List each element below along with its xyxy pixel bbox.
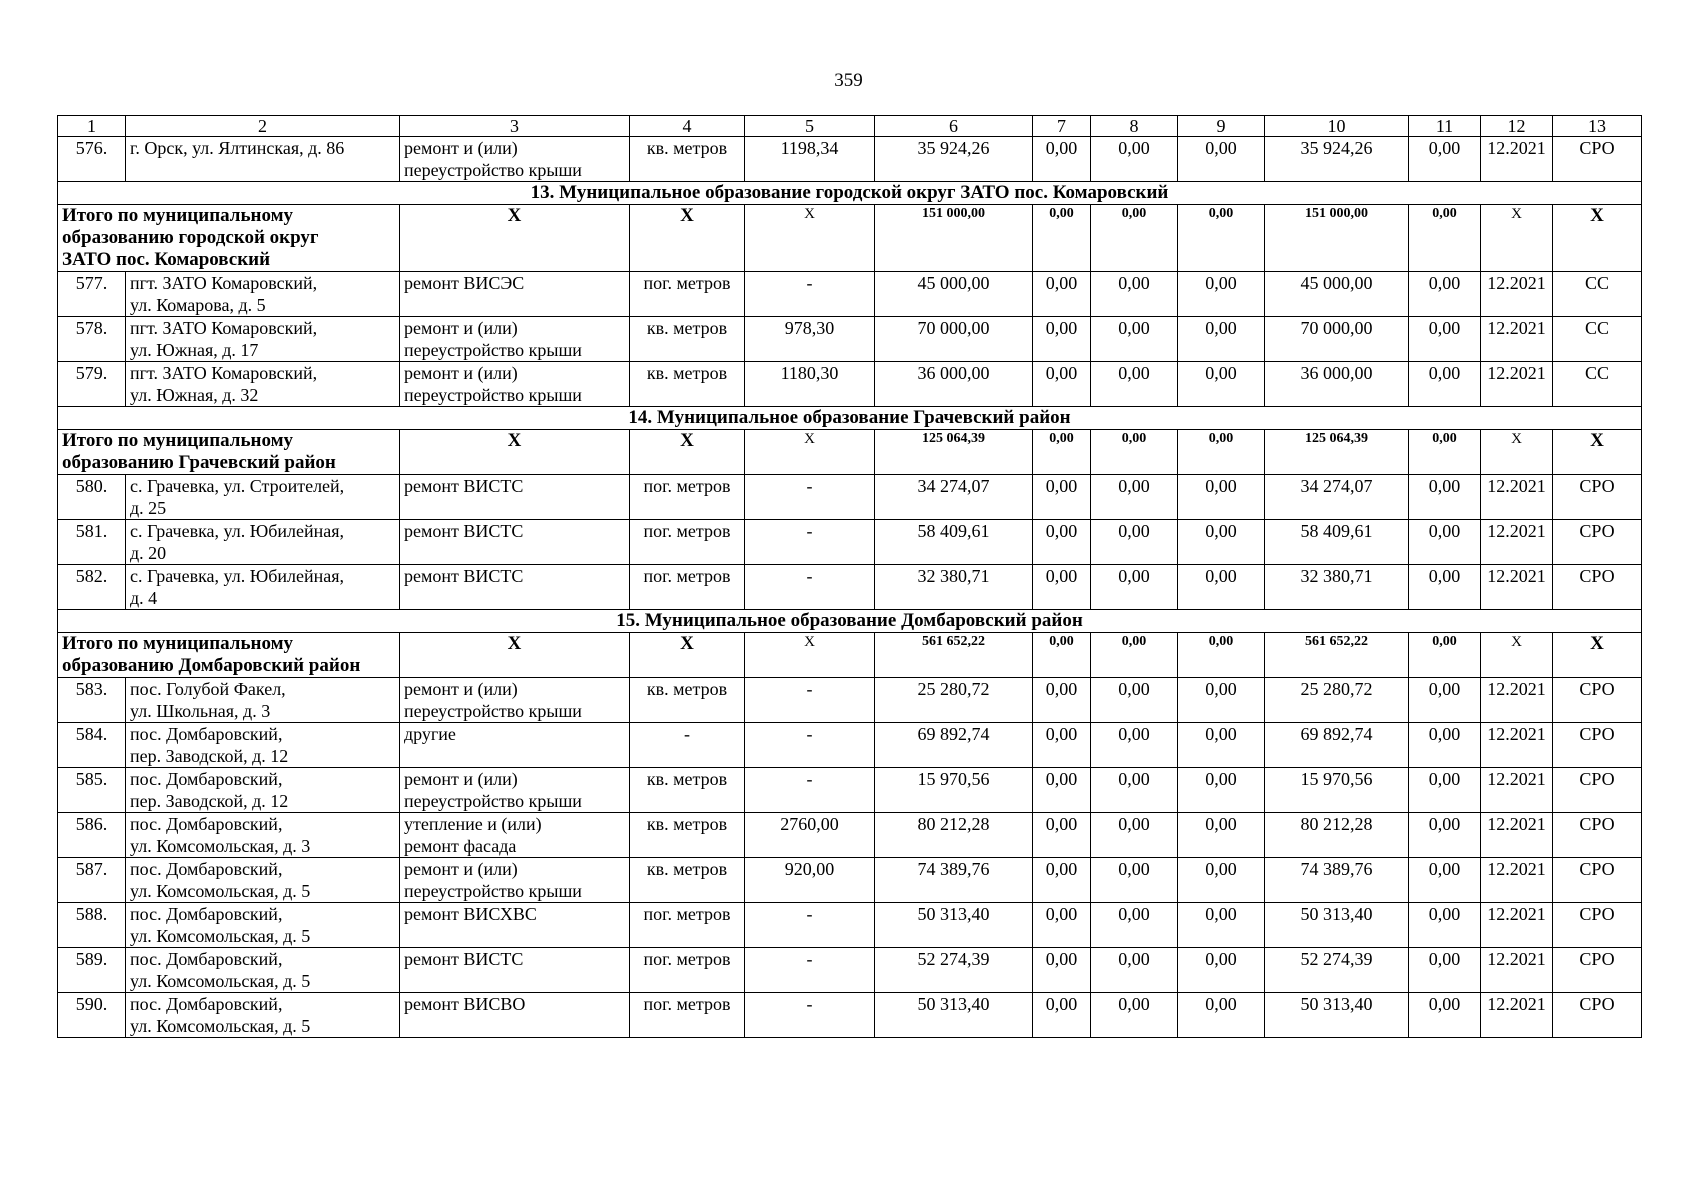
unit-cell: пог. метров: [630, 565, 745, 610]
method-cell: СРО: [1553, 813, 1642, 858]
total-cost-cell: 80 212,28: [875, 813, 1033, 858]
column-number-9: 9: [1178, 116, 1265, 137]
unit-cell: Х: [630, 205, 745, 272]
col11-cell: 0,00: [1409, 272, 1481, 317]
col11-cell: 0,00: [1409, 205, 1481, 272]
work-type-cell: утепление и (или) ремонт фасада: [400, 813, 630, 858]
row-number: 578.: [58, 317, 126, 362]
total-cost-cell: 25 280,72: [875, 678, 1033, 723]
subtotal-label: Итого по муниципальному образованию Грачевский район: [58, 430, 400, 475]
col11-cell: 0,00: [1409, 430, 1481, 475]
method-cell: СРО: [1553, 948, 1642, 993]
method-cell: СРО: [1553, 520, 1642, 565]
area-cell: -: [745, 768, 875, 813]
col9-cell: 0,00: [1178, 768, 1265, 813]
table-row: [58, 723, 1642, 768]
address-cell: пос. Домбаровский, ул. Комсомольская, д. 5: [126, 858, 400, 903]
col8-cell: 0,00: [1091, 633, 1178, 678]
col8-cell: 0,00: [1091, 205, 1178, 272]
table-row: [58, 475, 1642, 520]
total-cost-cell: 125 064,39: [875, 430, 1033, 475]
table-row: [58, 520, 1642, 565]
unit-cell: пог. метров: [630, 520, 745, 565]
table-row: [58, 137, 1642, 182]
method-cell: СРО: [1553, 678, 1642, 723]
col10-cell: 32 380,71: [1265, 565, 1409, 610]
work-type-cell: ремонт и (или) переустройство крыши: [400, 858, 630, 903]
deadline-cell: 12.2021: [1481, 993, 1553, 1038]
col9-cell: 0,00: [1178, 903, 1265, 948]
table-row: [58, 903, 1642, 948]
row-number: 590.: [58, 993, 126, 1038]
row-number: 584.: [58, 723, 126, 768]
col9-cell: 0,00: [1178, 678, 1265, 723]
address-cell: пос. Домбаровский, пер. Заводской, д. 12: [126, 723, 400, 768]
unit-cell: Х: [630, 633, 745, 678]
subtotal-row: [58, 430, 1642, 475]
col9-cell: 0,00: [1178, 813, 1265, 858]
table-row: [58, 993, 1642, 1038]
work-type-cell: ремонт ВИСТС: [400, 520, 630, 565]
total-cost-cell: 45 000,00: [875, 272, 1033, 317]
address-cell: г. Орск, ул. Ялтинская, д. 86: [126, 137, 400, 182]
capital-repair-table: [57, 115, 1642, 1038]
col9-cell: 0,00: [1178, 272, 1265, 317]
unit-cell: кв. метров: [630, 768, 745, 813]
row-number: 585.: [58, 768, 126, 813]
row-number: 583.: [58, 678, 126, 723]
table-row: [58, 272, 1642, 317]
col7-cell: 0,00: [1033, 948, 1091, 993]
col8-cell: 0,00: [1091, 520, 1178, 565]
work-type-cell: ремонт ВИСТС: [400, 475, 630, 520]
method-cell: СС: [1553, 362, 1642, 407]
col8-cell: 0,00: [1091, 565, 1178, 610]
col9-cell: 0,00: [1178, 993, 1265, 1038]
work-type-cell: ремонт ВИСТС: [400, 948, 630, 993]
col11-cell: 0,00: [1409, 137, 1481, 182]
subtotal-row: [58, 633, 1642, 678]
table-row: [58, 813, 1642, 858]
col9-cell: 0,00: [1178, 565, 1265, 610]
area-cell: Х: [745, 205, 875, 272]
column-number-8: 8: [1091, 116, 1178, 137]
deadline-cell: 12.2021: [1481, 362, 1553, 407]
work-type-cell: ремонт ВИСЭС: [400, 272, 630, 317]
col10-cell: 25 280,72: [1265, 678, 1409, 723]
work-type-cell: Х: [400, 205, 630, 272]
col8-cell: 0,00: [1091, 272, 1178, 317]
unit-cell: кв. метров: [630, 678, 745, 723]
col11-cell: 0,00: [1409, 903, 1481, 948]
total-cost-cell: 32 380,71: [875, 565, 1033, 610]
col11-cell: 0,00: [1409, 317, 1481, 362]
col11-cell: 0,00: [1409, 362, 1481, 407]
row-number: 586.: [58, 813, 126, 858]
col9-cell: 0,00: [1178, 948, 1265, 993]
col7-cell: 0,00: [1033, 475, 1091, 520]
col7-cell: 0,00: [1033, 813, 1091, 858]
work-type-cell: ремонт и (или) переустройство крыши: [400, 678, 630, 723]
unit-cell: пог. метров: [630, 475, 745, 520]
total-cost-cell: 35 924,26: [875, 137, 1033, 182]
column-number-4: 4: [630, 116, 745, 137]
area-cell: 920,00: [745, 858, 875, 903]
col10-cell: 69 892,74: [1265, 723, 1409, 768]
col8-cell: 0,00: [1091, 678, 1178, 723]
column-number-3: 3: [400, 116, 630, 137]
col10-cell: 45 000,00: [1265, 272, 1409, 317]
unit-cell: пог. метров: [630, 272, 745, 317]
method-cell: СРО: [1553, 565, 1642, 610]
area-cell: 978,30: [745, 317, 875, 362]
unit-cell: пог. метров: [630, 993, 745, 1038]
table-row: [58, 317, 1642, 362]
col10-cell: 35 924,26: [1265, 137, 1409, 182]
col11-cell: 0,00: [1409, 993, 1481, 1038]
work-type-cell: ремонт ВИСВО: [400, 993, 630, 1038]
total-cost-cell: 561 652,22: [875, 633, 1033, 678]
col7-cell: 0,00: [1033, 565, 1091, 610]
work-type-cell: Х: [400, 633, 630, 678]
col7-cell: 0,00: [1033, 993, 1091, 1038]
column-number-1: 1: [58, 116, 126, 137]
method-cell: СРО: [1553, 475, 1642, 520]
col8-cell: 0,00: [1091, 858, 1178, 903]
col9-cell: 0,00: [1178, 633, 1265, 678]
col7-cell: 0,00: [1033, 362, 1091, 407]
unit-cell: пог. метров: [630, 903, 745, 948]
work-type-cell: Х: [400, 430, 630, 475]
col8-cell: 0,00: [1091, 317, 1178, 362]
row-number: 581.: [58, 520, 126, 565]
total-cost-cell: 50 313,40: [875, 903, 1033, 948]
address-cell: пос. Домбаровский, ул. Комсомольская, д. 5: [126, 948, 400, 993]
col8-cell: 0,00: [1091, 723, 1178, 768]
work-type-cell: ремонт и (или) переустройство крыши: [400, 768, 630, 813]
col11-cell: 0,00: [1409, 768, 1481, 813]
col11-cell: 0,00: [1409, 475, 1481, 520]
work-type-cell: другие: [400, 723, 630, 768]
method-cell: СРО: [1553, 768, 1642, 813]
table-body: [58, 116, 1642, 1038]
unit-cell: -: [630, 723, 745, 768]
address-cell: пос. Голубой Факел, ул. Школьная, д. 3: [126, 678, 400, 723]
col7-cell: 0,00: [1033, 520, 1091, 565]
total-cost-cell: 36 000,00: [875, 362, 1033, 407]
col8-cell: 0,00: [1091, 137, 1178, 182]
area-cell: Х: [745, 633, 875, 678]
method-cell: СС: [1553, 272, 1642, 317]
table-row: [58, 678, 1642, 723]
row-number: 576.: [58, 137, 126, 182]
address-cell: пос. Домбаровский, ул. Комсомольская, д. 3: [126, 813, 400, 858]
row-number: 577.: [58, 272, 126, 317]
col7-cell: 0,00: [1033, 317, 1091, 362]
section-title: 15. Муниципальное образование Домбаровский район: [58, 610, 1642, 633]
col11-cell: 0,00: [1409, 723, 1481, 768]
unit-cell: кв. метров: [630, 317, 745, 362]
col7-cell: 0,00: [1033, 205, 1091, 272]
total-cost-cell: 52 274,39: [875, 948, 1033, 993]
total-cost-cell: 74 389,76: [875, 858, 1033, 903]
area-cell: Х: [745, 430, 875, 475]
method-cell: Х: [1553, 430, 1642, 475]
col9-cell: 0,00: [1178, 430, 1265, 475]
total-cost-cell: 58 409,61: [875, 520, 1033, 565]
table-row: [58, 948, 1642, 993]
work-type-cell: ремонт ВИСХВС: [400, 903, 630, 948]
col10-cell: 70 000,00: [1265, 317, 1409, 362]
col10-cell: 50 313,40: [1265, 993, 1409, 1038]
column-number-12: 12: [1481, 116, 1553, 137]
work-type-cell: ремонт ВИСТС: [400, 565, 630, 610]
area-cell: -: [745, 475, 875, 520]
row-number: 589.: [58, 948, 126, 993]
section-header-row: [58, 182, 1642, 205]
col11-cell: 0,00: [1409, 520, 1481, 565]
address-cell: пос. Домбаровский, ул. Комсомольская, д. 5: [126, 993, 400, 1038]
col11-cell: 0,00: [1409, 858, 1481, 903]
area-cell: -: [745, 520, 875, 565]
table-row: [58, 858, 1642, 903]
method-cell: СРО: [1553, 858, 1642, 903]
total-cost-cell: 15 970,56: [875, 768, 1033, 813]
unit-cell: кв. метров: [630, 362, 745, 407]
deadline-cell: 12.2021: [1481, 137, 1553, 182]
address-cell: с. Грачевка, ул. Юбилейная, д. 4: [126, 565, 400, 610]
address-cell: пгт. ЗАТО Комаровский, ул. Южная, д. 17: [126, 317, 400, 362]
col8-cell: 0,00: [1091, 813, 1178, 858]
col10-cell: 34 274,07: [1265, 475, 1409, 520]
col9-cell: 0,00: [1178, 362, 1265, 407]
col7-cell: 0,00: [1033, 678, 1091, 723]
col8-cell: 0,00: [1091, 475, 1178, 520]
subtotal-label: Итого по муниципальному образованию Домбаровский район: [58, 633, 400, 678]
row-number: 580.: [58, 475, 126, 520]
col10-cell: 74 389,76: [1265, 858, 1409, 903]
col10-cell: 50 313,40: [1265, 903, 1409, 948]
row-number: 588.: [58, 903, 126, 948]
col10-cell: 15 970,56: [1265, 768, 1409, 813]
section-header-row: [58, 610, 1642, 633]
col7-cell: 0,00: [1033, 137, 1091, 182]
deadline-cell: 12.2021: [1481, 768, 1553, 813]
deadline-cell: Х: [1481, 430, 1553, 475]
row-number: 579.: [58, 362, 126, 407]
area-cell: -: [745, 903, 875, 948]
deadline-cell: 12.2021: [1481, 272, 1553, 317]
deadline-cell: 12.2021: [1481, 858, 1553, 903]
deadline-cell: 12.2021: [1481, 317, 1553, 362]
deadline-cell: 12.2021: [1481, 520, 1553, 565]
col10-cell: 125 064,39: [1265, 430, 1409, 475]
col8-cell: 0,00: [1091, 362, 1178, 407]
col10-cell: 36 000,00: [1265, 362, 1409, 407]
subtotal-row: [58, 205, 1642, 272]
col7-cell: 0,00: [1033, 723, 1091, 768]
deadline-cell: 12.2021: [1481, 723, 1553, 768]
col10-cell: 52 274,39: [1265, 948, 1409, 993]
col9-cell: 0,00: [1178, 520, 1265, 565]
total-cost-cell: 69 892,74: [875, 723, 1033, 768]
address-cell: с. Грачевка, ул. Юбилейная, д. 20: [126, 520, 400, 565]
section-title: 13. Муниципальное образование городской округ ЗАТО пос. Комаровский: [58, 182, 1642, 205]
deadline-cell: 12.2021: [1481, 475, 1553, 520]
total-cost-cell: 34 274,07: [875, 475, 1033, 520]
subtotal-label: Итого по муниципальному образованию городской округ ЗАТО пос. Комаровский: [58, 205, 400, 272]
col11-cell: 0,00: [1409, 565, 1481, 610]
col7-cell: 0,00: [1033, 272, 1091, 317]
deadline-cell: 12.2021: [1481, 903, 1553, 948]
address-cell: пос. Домбаровский, пер. Заводской, д. 12: [126, 768, 400, 813]
col11-cell: 0,00: [1409, 633, 1481, 678]
deadline-cell: 12.2021: [1481, 948, 1553, 993]
deadline-cell: Х: [1481, 205, 1553, 272]
col8-cell: 0,00: [1091, 948, 1178, 993]
row-number: 587.: [58, 858, 126, 903]
method-cell: СС: [1553, 317, 1642, 362]
col9-cell: 0,00: [1178, 475, 1265, 520]
unit-cell: кв. метров: [630, 137, 745, 182]
method-cell: Х: [1553, 205, 1642, 272]
col8-cell: 0,00: [1091, 768, 1178, 813]
method-cell: СРО: [1553, 903, 1642, 948]
total-cost-cell: 50 313,40: [875, 993, 1033, 1038]
deadline-cell: 12.2021: [1481, 678, 1553, 723]
col7-cell: 0,00: [1033, 633, 1091, 678]
col9-cell: 0,00: [1178, 858, 1265, 903]
table-row: [58, 362, 1642, 407]
area-cell: -: [745, 948, 875, 993]
unit-cell: пог. метров: [630, 948, 745, 993]
col8-cell: 0,00: [1091, 903, 1178, 948]
unit-cell: Х: [630, 430, 745, 475]
column-number-row: [58, 116, 1642, 137]
address-cell: пгт. ЗАТО Комаровский, ул. Комарова, д. 5: [126, 272, 400, 317]
area-cell: -: [745, 565, 875, 610]
work-type-cell: ремонт и (или) переустройство крыши: [400, 362, 630, 407]
column-number-2: 2: [126, 116, 400, 137]
col9-cell: 0,00: [1178, 205, 1265, 272]
area-cell: -: [745, 678, 875, 723]
area-cell: -: [745, 993, 875, 1038]
col7-cell: 0,00: [1033, 903, 1091, 948]
section-header-row: [58, 407, 1642, 430]
total-cost-cell: 70 000,00: [875, 317, 1033, 362]
unit-cell: кв. метров: [630, 858, 745, 903]
deadline-cell: 12.2021: [1481, 565, 1553, 610]
col10-cell: 151 000,00: [1265, 205, 1409, 272]
col11-cell: 0,00: [1409, 813, 1481, 858]
area-cell: 2760,00: [745, 813, 875, 858]
column-number-7: 7: [1033, 116, 1091, 137]
address-cell: пос. Домбаровский, ул. Комсомольская, д. 5: [126, 903, 400, 948]
col7-cell: 0,00: [1033, 430, 1091, 475]
column-number-6: 6: [875, 116, 1033, 137]
address-cell: пгт. ЗАТО Комаровский, ул. Южная, д. 32: [126, 362, 400, 407]
method-cell: СРО: [1553, 993, 1642, 1038]
deadline-cell: 12.2021: [1481, 813, 1553, 858]
col10-cell: 58 409,61: [1265, 520, 1409, 565]
unit-cell: кв. метров: [630, 813, 745, 858]
col11-cell: 0,00: [1409, 948, 1481, 993]
col10-cell: 80 212,28: [1265, 813, 1409, 858]
area-cell: 1198,34: [745, 137, 875, 182]
col8-cell: 0,00: [1091, 430, 1178, 475]
column-number-5: 5: [745, 116, 875, 137]
method-cell: Х: [1553, 633, 1642, 678]
method-cell: СРО: [1553, 723, 1642, 768]
col8-cell: 0,00: [1091, 993, 1178, 1038]
page-number: 359: [834, 70, 863, 91]
col9-cell: 0,00: [1178, 723, 1265, 768]
column-number-11: 11: [1409, 116, 1481, 137]
section-title: 14. Муниципальное образование Грачевский район: [58, 407, 1642, 430]
col9-cell: 0,00: [1178, 137, 1265, 182]
deadline-cell: Х: [1481, 633, 1553, 678]
area-cell: 1180,30: [745, 362, 875, 407]
table-row: [58, 565, 1642, 610]
column-number-13: 13: [1553, 116, 1642, 137]
col11-cell: 0,00: [1409, 678, 1481, 723]
area-cell: -: [745, 272, 875, 317]
table-row: [58, 768, 1642, 813]
col7-cell: 0,00: [1033, 858, 1091, 903]
work-type-cell: ремонт и (или) переустройство крыши: [400, 137, 630, 182]
total-cost-cell: 151 000,00: [875, 205, 1033, 272]
work-type-cell: ремонт и (или) переустройство крыши: [400, 317, 630, 362]
col7-cell: 0,00: [1033, 768, 1091, 813]
col9-cell: 0,00: [1178, 317, 1265, 362]
col10-cell: 561 652,22: [1265, 633, 1409, 678]
column-number-10: 10: [1265, 116, 1409, 137]
address-cell: с. Грачевка, ул. Строителей, д. 25: [126, 475, 400, 520]
area-cell: -: [745, 723, 875, 768]
method-cell: СРО: [1553, 137, 1642, 182]
row-number: 582.: [58, 565, 126, 610]
